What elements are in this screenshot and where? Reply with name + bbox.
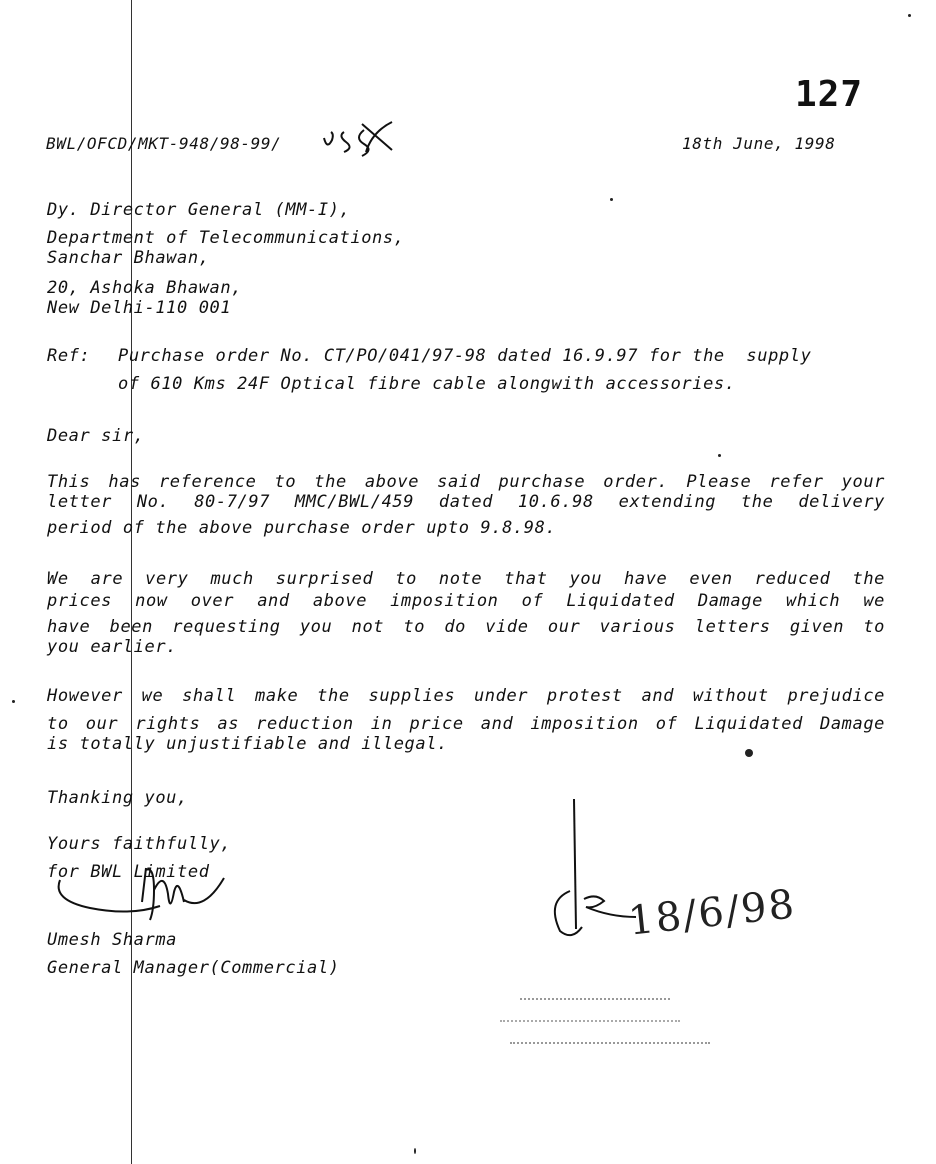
addressee-line-1: Dy. Director General (MM-I),: [47, 200, 351, 220]
ref-label: Ref:: [47, 346, 91, 366]
ref-line-2: of 610 Kms 24F Optical fibre cable alongwith accessories.: [118, 374, 736, 394]
closing-thanks: Thanking you,: [47, 788, 188, 808]
addressee-line-3: Sanchar Bhawan,: [47, 248, 210, 268]
reference-number: BWL/OFCD/MKT-948/98-99/: [46, 134, 282, 153]
salutation: Dear sir,: [47, 426, 145, 446]
paragraph-1-line-1: This has reference to the above said purchase order. Please refer your: [47, 472, 885, 492]
addressee-line-2: Department of Telecommunications,: [47, 228, 405, 248]
ink-speck: [12, 700, 15, 703]
handwritten-ref-annotation: [322, 118, 400, 158]
ink-speck: [610, 198, 613, 201]
ink-speck: [718, 454, 721, 457]
paragraph-protest: [47, 686, 885, 754]
page-number: 127: [795, 74, 864, 115]
ink-speck: [908, 14, 911, 17]
paragraph-reference: [47, 472, 885, 538]
paragraph-2-line-2: prices now over and above imposition of Liquidated Damage which we: [47, 591, 885, 611]
paragraph-3-line-2: to our rights as reduction in price and imposition of Liquidated Damage: [47, 714, 885, 734]
paragraph-2-line-4: you earlier.: [47, 637, 178, 657]
closing-valediction: Yours faithfully,: [47, 834, 232, 854]
paragraph-surprise: [47, 569, 885, 657]
paragraph-3-line-1: However we shall make the supplies under protest and without prejudice: [47, 686, 885, 706]
received-stamp: [500, 990, 710, 1044]
closing-company: for BWL Limited: [47, 862, 210, 882]
ink-speck: [414, 1148, 416, 1154]
ink-speck: [745, 749, 753, 757]
signatory-title: General Manager(Commercial): [47, 958, 340, 978]
signatory-name: Umesh Sharma: [47, 930, 178, 950]
letter-date: 18th June, 1998: [682, 134, 836, 153]
paragraph-3-line-3: is totally unjustifiable and illegal.: [47, 734, 448, 754]
ref-line-1: Purchase order No. CT/PO/041/97-98 dated 16.9.97 for the supply: [118, 346, 812, 366]
paragraph-1-line-2: letter No. 80-7/97 MMC/BWL/459 dated 10.6.98 extending the delivery: [47, 492, 885, 512]
addressee-line-4: 20, Ashoka Bhawan,: [47, 278, 243, 298]
handwritten-receipt-date: 18/6/98: [626, 881, 799, 945]
paragraph-2-line-1: We are very much surprised to note that you have even reduced the: [47, 569, 885, 589]
paragraph-2-line-3: have been requesting you not to do vide our various letters given to: [47, 617, 885, 637]
paragraph-1-line-3: period of the above purchase order upto 9.8.98.: [47, 518, 557, 538]
addressee-line-5: New Delhi-110 001: [47, 298, 232, 318]
